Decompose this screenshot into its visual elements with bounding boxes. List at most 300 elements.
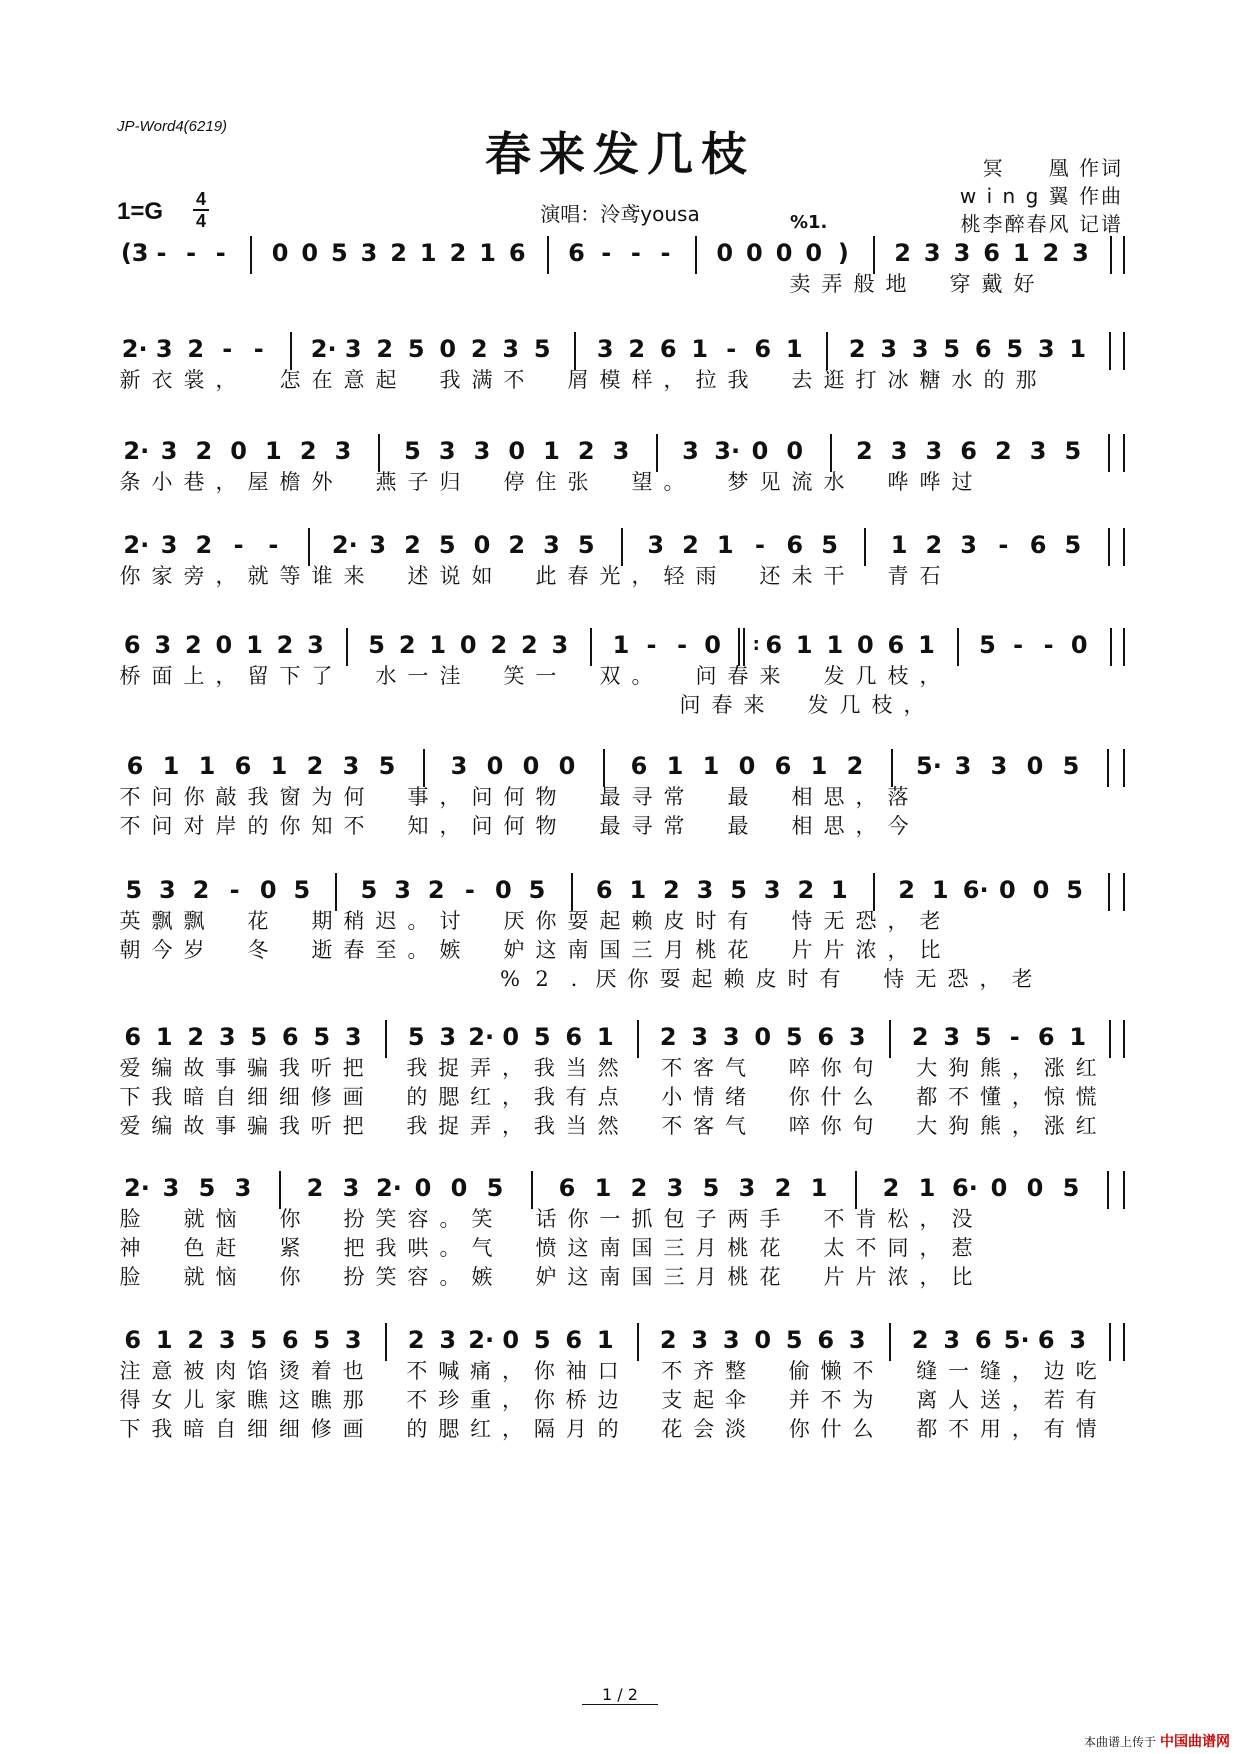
note: 5 — [125, 876, 143, 904]
note: 5 — [313, 1326, 331, 1354]
lyric-line-3-1 — [117, 468, 1125, 496]
lyric-char: 南 — [599, 1236, 621, 1260]
singer-credit: 演唱：泠鸢yousa — [540, 202, 700, 226]
lyric-line-9-3 — [117, 1263, 1125, 1291]
note: - — [186, 239, 197, 267]
lyric-char: 今 — [887, 814, 909, 838]
note: 1 — [246, 631, 263, 659]
lyric-char: 痛 — [470, 1359, 492, 1383]
lyric-char: 啐 — [788, 1114, 810, 1138]
lyric-char: 画 — [342, 1085, 364, 1109]
site-name: 中国曲谱网 — [1160, 1734, 1230, 1750]
lyric-char: 岸 — [215, 814, 237, 838]
lyric-char: 没 — [951, 1207, 973, 1231]
note: 1 — [155, 1023, 173, 1051]
note: 2 — [306, 1174, 324, 1202]
note: 3 — [502, 335, 520, 363]
lyric-char: 不 — [406, 1359, 428, 1383]
lyric-char: 问 — [151, 785, 173, 809]
note: 3 — [344, 1023, 362, 1051]
lyric-char: 何 — [343, 785, 365, 809]
lyric-char: 红 — [1075, 1056, 1097, 1080]
lyric-char: 细 — [278, 1085, 300, 1109]
note: 1 — [629, 876, 647, 904]
lyric-char: 还 — [759, 564, 781, 588]
note: 5 — [979, 631, 996, 659]
lyric-char: 过 — [951, 470, 973, 494]
lyric-char: 重 — [470, 1388, 492, 1412]
note: 5 — [1064, 437, 1082, 465]
lyric-char: 归 — [439, 470, 461, 494]
lyric-char: 述 — [407, 564, 429, 588]
lyric-char: 思 — [823, 814, 845, 838]
lyric-char: 恐 — [947, 967, 969, 991]
note: 0 — [522, 752, 540, 780]
lyric-char: 瞧 — [310, 1388, 332, 1412]
lyric-char: ， — [501, 1388, 523, 1412]
lyric-char: ， — [887, 909, 909, 933]
note: 0 — [754, 1326, 772, 1354]
note: 1 — [918, 631, 935, 659]
lyric-char: 妒 — [535, 1265, 557, 1289]
note: 2 — [882, 1174, 900, 1202]
note: 1 — [162, 752, 180, 780]
lyric-char: 发 — [807, 693, 829, 717]
lyric-char: ， — [501, 1085, 523, 1109]
lyric-line-10-2 — [117, 1386, 1125, 1414]
note: 5 — [407, 1023, 425, 1051]
lyric-char: 不 — [406, 1388, 428, 1412]
lyric-char: ， — [855, 785, 877, 809]
note: - — [268, 531, 279, 559]
lyric-char: 你 — [788, 1085, 810, 1109]
note: 2 — [192, 876, 210, 904]
lyric-char: 月 — [565, 1417, 587, 1441]
lyric-char: 哗 — [887, 470, 909, 494]
note: 1 — [785, 335, 803, 363]
segno-mark: %1. — [790, 212, 828, 233]
lyric-char: 在 — [311, 368, 333, 392]
lyric-char: 模 — [599, 368, 621, 392]
lyric-char: 惊 — [1043, 1085, 1065, 1109]
note: 1 — [543, 437, 560, 465]
lyric-char: 听 — [310, 1114, 332, 1138]
note: 1 — [479, 239, 496, 267]
lyric-char: 边 — [1043, 1359, 1065, 1383]
music-line-3 — [117, 436, 1125, 470]
lyric-char: 事 — [407, 785, 429, 809]
note: - — [229, 876, 240, 904]
lyric-char: 厌 — [503, 909, 525, 933]
lyric-char: 问 — [471, 814, 493, 838]
note: 5 — [821, 531, 838, 559]
note: 3 — [722, 1023, 740, 1051]
lyric-char: 起 — [691, 967, 713, 991]
note: 6 — [659, 335, 677, 363]
note: 2 — [187, 1326, 205, 1354]
note: - — [1009, 1023, 1020, 1051]
note: 6 — [630, 752, 648, 780]
note: 2 — [299, 437, 317, 465]
lyric-line-4-1 — [117, 562, 1125, 590]
note: 5 — [438, 531, 456, 559]
lyric-char: 最 — [599, 785, 621, 809]
lyric-char: 的 — [406, 1085, 428, 1109]
note: 3 — [911, 335, 929, 363]
note: 2 — [994, 437, 1012, 465]
lyric-char: ， — [919, 664, 941, 688]
lyric-char: 桥 — [119, 664, 141, 688]
lyric-char: 你 — [820, 1114, 842, 1138]
lyric-char: 被 — [183, 1359, 205, 1383]
note: 2 — [797, 876, 815, 904]
upload-note: 本曲谱上传于 — [1083, 1735, 1156, 1749]
lyric-char: 我 — [533, 1114, 555, 1138]
note: 2 — [306, 752, 324, 780]
lyric-char: 么 — [852, 1417, 874, 1441]
lyric-char: 等 — [279, 564, 301, 588]
lyric-char: 春 — [711, 693, 733, 717]
lyric-char: 轻 — [663, 564, 685, 588]
lyric-char: 馅 — [246, 1359, 268, 1383]
note: 6 — [974, 1326, 992, 1354]
lyric-char: 屋 — [247, 470, 269, 494]
lyric-char: 爱 — [119, 1056, 141, 1080]
note: 6 — [887, 631, 905, 659]
note: 3 — [696, 876, 714, 904]
lyric-char: 起 — [693, 1388, 715, 1412]
lyric-char: 燕 — [375, 470, 397, 494]
lyric-char: 不 — [343, 814, 365, 838]
lyric-char: ， — [439, 785, 461, 809]
note: 3 — [360, 239, 378, 267]
barline — [590, 628, 592, 666]
lyric-char: 你 — [535, 909, 557, 933]
barline — [1123, 1323, 1125, 1361]
lyric-char: 桃 — [727, 1236, 749, 1260]
lyric-char: 朝 — [119, 938, 141, 962]
note: 2 — [407, 1326, 425, 1354]
note: 6 — [1037, 1023, 1055, 1051]
lyric-char: 脸 — [119, 1207, 141, 1231]
note: 3 — [218, 1023, 236, 1051]
lyric-line-9-1 — [117, 1205, 1125, 1233]
note: 3 — [666, 1174, 684, 1202]
note: 6 — [774, 752, 792, 780]
lyric-char: 相 — [791, 785, 813, 809]
lyric-char: 花 — [727, 938, 749, 962]
lyric-char: 哗 — [919, 470, 941, 494]
lyric-char: 我 — [406, 1114, 428, 1138]
note: 3 — [369, 531, 387, 559]
music-line-6 — [117, 751, 1125, 785]
lyric-char: 这 — [567, 1236, 589, 1260]
note: 5 — [368, 631, 385, 659]
note: 0 — [502, 1023, 520, 1051]
lyric-char: 哄 — [407, 1236, 429, 1260]
lyric-char: 什 — [820, 1417, 842, 1441]
note: 5 — [577, 531, 595, 559]
lyric-char: 月 — [695, 1236, 717, 1260]
note: 3 — [691, 1023, 709, 1051]
note: 1 — [429, 631, 447, 659]
lyric-char: ， — [1011, 1359, 1033, 1383]
note: 5 — [360, 876, 378, 904]
lyric-char: 几 — [855, 664, 877, 688]
note: 3 — [848, 1326, 866, 1354]
lyric-char: 发 — [823, 664, 845, 688]
lyric-char: 我 — [278, 1056, 300, 1080]
note: 0 — [716, 239, 734, 267]
lyric-char: 色 — [183, 1236, 205, 1260]
barline — [279, 1171, 281, 1209]
lyric-char — [245, 366, 271, 394]
note: 3 — [612, 437, 630, 465]
lyric-char: 片 — [823, 1265, 845, 1289]
lyric-line-8-3 — [117, 1112, 1125, 1140]
note: 0 — [857, 631, 874, 659]
lyric-char: 意 — [343, 368, 365, 392]
note: 0 — [414, 1174, 432, 1202]
transcriber-credit: 桃李醉春风 记谱 — [960, 212, 1123, 236]
lyric-char: 细 — [278, 1417, 300, 1441]
barline — [637, 1323, 639, 1361]
lyric-char: 耍 — [659, 967, 681, 991]
note: 6 — [508, 239, 526, 267]
lyric-char: 捉 — [438, 1056, 460, 1080]
note: 0 — [558, 752, 576, 780]
lyric-char: 。 — [407, 909, 429, 933]
lyric-char: 见 — [759, 470, 781, 494]
lyric-char: 淡 — [725, 1417, 747, 1441]
lyric-char: 浓 — [887, 1265, 909, 1289]
lyric-line-1-1 — [117, 270, 1125, 298]
lyric-char: 然 — [597, 1056, 619, 1080]
lyric-char: 般 — [853, 272, 875, 296]
note: 1 — [702, 752, 720, 780]
note: 5 — [1066, 876, 1083, 904]
lyric-line-7-1 — [117, 907, 1125, 935]
lyric-char: 不 — [852, 1359, 874, 1383]
lyric-char: 你 — [279, 1265, 301, 1289]
lyric-char: 嫉 — [439, 938, 461, 962]
lyric-char: 也 — [342, 1359, 364, 1383]
lyric-char: 最 — [727, 785, 749, 809]
note: 2 — [659, 1023, 677, 1051]
note: 1 — [918, 1174, 936, 1202]
barline — [1123, 528, 1125, 566]
lyric-char: 国 — [631, 1265, 653, 1289]
lyric-char: 同 — [887, 1236, 909, 1260]
lyric-char: 烫 — [278, 1359, 300, 1383]
note: 1 — [1012, 239, 1030, 267]
lyric-char: 扮 — [343, 1207, 365, 1231]
lyric-char: 片 — [855, 1265, 877, 1289]
note: 1 — [1069, 335, 1087, 363]
note: 3 — [344, 335, 362, 363]
lyric-char: ， — [1011, 1056, 1033, 1080]
lyric-char: 紧 — [279, 1236, 301, 1260]
lyric-char: 缝 — [980, 1359, 1002, 1383]
note: 3 — [450, 752, 468, 780]
note: (3 — [120, 239, 149, 267]
lyric-char: 送 — [980, 1388, 1002, 1412]
lyric-char: % — [500, 967, 520, 991]
lyric-char: 话 — [535, 1207, 557, 1231]
lyric-char: 瞧 — [246, 1388, 268, 1412]
lyric-char: 。 — [663, 470, 685, 494]
note: 0 — [1032, 876, 1050, 904]
note: 3 — [342, 752, 360, 780]
lyric-char: 太 — [823, 1236, 845, 1260]
note: 5 — [730, 876, 747, 904]
barline — [1123, 332, 1125, 370]
lyric-char: 桃 — [727, 1265, 749, 1289]
lyric-char: 画 — [342, 1417, 364, 1441]
note: - — [677, 631, 688, 659]
lyric-char: 一 — [948, 1359, 970, 1383]
note: 2 — [682, 531, 699, 559]
lyric-char: 问 — [679, 693, 701, 717]
lyric-char: 脸 — [119, 1265, 141, 1289]
lyric-char: 然 — [597, 1114, 619, 1138]
lyric-char: 你 — [533, 1388, 555, 1412]
lyric-char: 起 — [375, 368, 397, 392]
lyric-char: 。 — [631, 664, 653, 688]
lyric-char: 石 — [919, 564, 941, 588]
lyric-char: 三 — [631, 938, 653, 962]
lyric-char: 那 — [1015, 368, 1037, 392]
note: 0 — [1026, 752, 1044, 780]
note: 5 — [250, 1023, 268, 1051]
lyric-char: 一 — [599, 1207, 621, 1231]
note: 3 — [155, 335, 173, 363]
lyric-char: 句 — [852, 1114, 874, 1138]
lyric-char: 抓 — [631, 1207, 653, 1231]
note: 3 — [596, 335, 614, 363]
note: 1 — [198, 752, 216, 780]
note: 0 — [502, 1326, 520, 1354]
lyric-char: 住 — [535, 470, 557, 494]
lyric-char: 。 — [407, 938, 429, 962]
barline — [1107, 749, 1109, 787]
note: 5 — [943, 335, 961, 363]
lyric-char: 知 — [407, 814, 429, 838]
note: 5 — [404, 437, 421, 465]
time-signature-numerator: 4 — [195, 189, 206, 209]
note: 2· — [310, 335, 337, 363]
lyric-char: 你 — [279, 1207, 301, 1231]
lyric-char: 相 — [791, 814, 813, 838]
lyric-char: 扮 — [343, 1265, 365, 1289]
lyric-char: 最 — [727, 814, 749, 838]
note: 3 — [960, 531, 977, 559]
lyric-char: 腮 — [438, 1417, 460, 1441]
lyric-char: ， — [501, 1417, 523, 1441]
note: 5 — [528, 876, 546, 904]
lyric-char: 么 — [852, 1085, 874, 1109]
lyric-char: ， — [663, 368, 685, 392]
lyric-char: 。 — [439, 1236, 461, 1260]
lyric-char: 老 — [1011, 967, 1033, 991]
note: - — [630, 239, 641, 267]
note: - — [726, 335, 737, 363]
note: 3 — [1072, 239, 1089, 267]
lyric-char: 片 — [823, 938, 845, 962]
note: 2· — [121, 335, 148, 363]
lyric-char: 岁 — [183, 938, 205, 962]
note: 1 — [931, 876, 949, 904]
lyric-char: 恃 — [791, 909, 813, 933]
lyric-char: 知 — [311, 814, 333, 838]
lyric-char: 水 — [823, 470, 845, 494]
barline — [1110, 628, 1112, 666]
lyric-char: 缝 — [916, 1359, 938, 1383]
lyric-char: 条 — [119, 470, 141, 494]
barline — [547, 236, 549, 274]
lyric-char: 骗 — [246, 1056, 268, 1080]
note: 0 — [1070, 631, 1088, 659]
lyric-char: 水 — [951, 368, 973, 392]
lyric-char: ， — [919, 1207, 941, 1231]
lyric-char: 若 — [1043, 1388, 1065, 1412]
lyric-char: 不 — [661, 1114, 683, 1138]
note: 5 — [533, 1326, 551, 1354]
lyric-char: 狗 — [948, 1056, 970, 1080]
note: 5 — [702, 1174, 720, 1202]
lyric-char: 双 — [599, 664, 621, 688]
note: 2 — [628, 335, 646, 363]
lyric-char: ， — [887, 938, 909, 962]
note: 0 — [990, 1174, 1008, 1202]
lyric-char: 三 — [663, 1265, 685, 1289]
lyric-char: 手 — [759, 1207, 781, 1231]
note: 1 — [155, 1326, 173, 1354]
note: 6 — [565, 1023, 583, 1051]
lyric-char: 涨 — [1043, 1056, 1065, 1080]
lyric-char: 骗 — [246, 1114, 268, 1138]
music-line-2 — [117, 334, 1125, 368]
lyric-char: 无 — [823, 909, 845, 933]
lyric-char: 旁 — [183, 564, 205, 588]
lyric-char: 家 — [215, 1388, 237, 1412]
note: 0 — [486, 752, 504, 780]
note: - — [646, 631, 657, 659]
note: 0 — [999, 876, 1016, 904]
lyric-char: 家 — [151, 564, 173, 588]
barline — [1123, 628, 1125, 666]
note: 0 — [450, 1174, 468, 1202]
lyric-char: ， — [1011, 1085, 1033, 1109]
lyric-char: 常 — [663, 785, 685, 809]
lyric-char: 恐 — [855, 909, 877, 933]
lyric-char: 把 — [343, 1236, 365, 1260]
note: 1 — [265, 437, 282, 465]
note: 3 — [953, 239, 971, 267]
lyric-char: 未 — [791, 564, 813, 588]
note: 3 — [344, 1326, 362, 1354]
note: 2 — [630, 1174, 648, 1202]
lyric-char: 的 — [247, 814, 269, 838]
lyric-char: 今 — [151, 938, 173, 962]
lyric-char: 就 — [183, 1207, 205, 1231]
note: 0 — [738, 752, 756, 780]
lyric-char: 句 — [852, 1056, 874, 1080]
note: 3 — [943, 1023, 961, 1051]
note: 0 — [751, 437, 769, 465]
note: 1 — [691, 335, 709, 363]
lyric-char: ， — [855, 814, 877, 838]
